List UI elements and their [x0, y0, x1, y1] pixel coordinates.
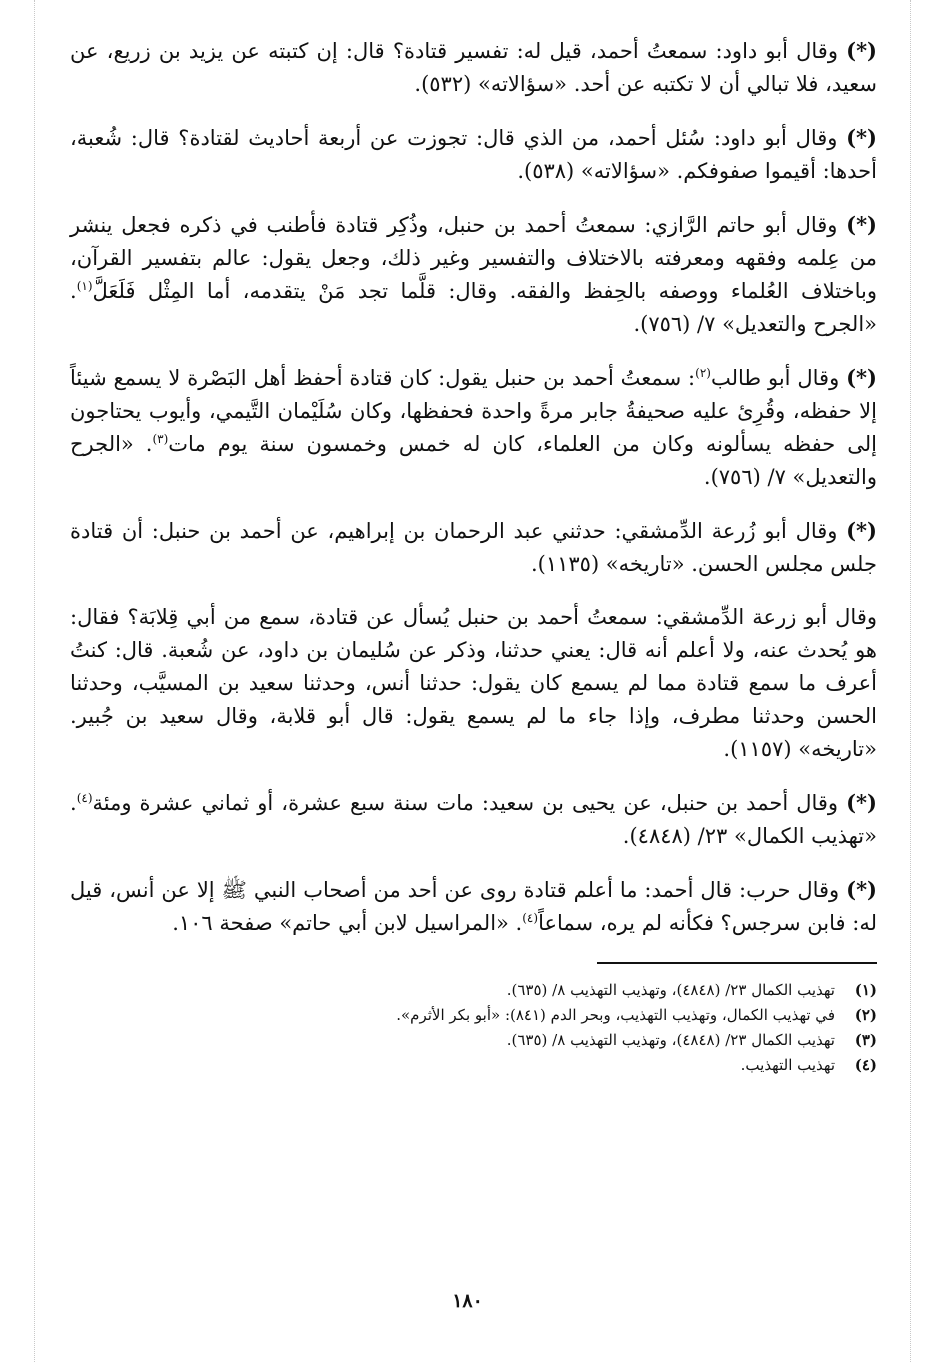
footnote-ref: (٣) [152, 432, 169, 446]
footnote-ref: (٤) [76, 791, 93, 805]
footnote-divider [597, 962, 877, 964]
paragraph-text: وقال أبو طالب [710, 366, 840, 390]
paragraph-marker: (*) [846, 877, 877, 902]
paragraph-text-tail: . «الجرح والتعديل» ٧/ (٧٥٦). [70, 279, 877, 336]
footnote-text: في تهذيب الكمال، وتهذيب التهذيب، وبحر الدم (٨٤١): «أبو بكر الأثرم». [396, 1006, 835, 1024]
page-edge-left [34, 0, 35, 1362]
footnote-text: تهذيب الكمال ٢٣/ (٤٨٤٨)، وتهذيب التهذيب ٨/ (٦٣٥). [506, 1031, 835, 1049]
footnote [70, 1003, 877, 1028]
page-number: ١٨٠ [452, 1290, 483, 1312]
footnote-text: تهذيب التهذيب. [740, 1056, 835, 1074]
paragraph [70, 208, 877, 341]
paragraph-text: وقال أبو داود: سُئل أحمد، من الذي قال: تجوزت عن أربعة أحاديث لقتادة؟ قال: شُعبة، أحدها: أقيموا صفوفكم. «سؤالاته» (٥٣٨). [70, 126, 877, 183]
footnote-number: (١) [854, 981, 877, 999]
paragraph-marker: (*) [846, 212, 877, 237]
paragraph-text: وقال حرب: قال أحمد: ما أعلم قتادة روى عن أحد من أصحاب النبي ﷺ إلا عن أنس، قيل له: فابن سرجس؟ فكأنه لم يره، سماعاً [70, 878, 877, 935]
paragraph-text: وقال أبو زُرعة الدِّمشقي: حدثني عبد الرحمان بن إبراهيم، عن أحمد بن حنبل: أن قتادة جلس مجلس الحسن. «تاريخه» (١١٣٥). [70, 519, 877, 576]
footnote-number: (٤) [854, 1056, 877, 1074]
paragraph-marker: (*) [846, 790, 877, 815]
footnote-ref: (١) [76, 279, 93, 293]
paragraph-text-tail: : سمعتُ أحمد بن حنبل يقول: كان قتادة أحفظ أهل البَصْرة لا يسمع شيئاً إلا حفظه، وقُرِئ عليه صحيفةُ جابر مرةً واحدة فحفظها، وكان سُلَيْمان التَّيمي، وأيوب يحتاجون إلى حفظه يسألونه وكان من العلماء، كان له خمس وخمسون سنة يوم مات [70, 366, 877, 456]
footnotes [70, 978, 877, 1078]
paragraph [70, 121, 877, 188]
paragraph [70, 34, 877, 101]
main-text [70, 34, 877, 940]
paragraph [70, 361, 877, 494]
footnote-ref: (٢) [695, 366, 711, 380]
footnote [70, 1053, 877, 1078]
paragraph [70, 514, 877, 581]
footnote-number: (٢) [854, 1006, 877, 1024]
paragraph-text-tail: . «المراسيل لابن أبي حاتم» صفحة ١٠٦. [172, 911, 523, 935]
footnote [70, 978, 877, 1003]
footnote [70, 1028, 877, 1053]
paragraph-marker: (*) [846, 518, 877, 543]
paragraph [70, 786, 877, 853]
paragraph-text: وقال أبو داود: سمعتُ أحمد، قيل له: تفسير قتادة؟ قال: إن كتبته عن يزيد بن زريع، عن سعيد، فلا تبالي أن لا تكتبه عن أحد. «سؤالاته» (٥٣٢). [70, 39, 877, 96]
footnote-text: تهذيب الكمال ٢٣/ (٤٨٤٨)، وتهذيب التهذيب ٨/ (٦٣٥). [506, 981, 835, 999]
paragraph-marker: (*) [846, 38, 877, 63]
paragraph-marker: (*) [846, 365, 877, 390]
footnote-ref: (٤) [522, 911, 539, 925]
paragraph-text: وقال أبو زرعة الدِّمشقي: سمعتُ أحمد بن حنبل يُسأل عن قتادة، سمع من أبي قِلابَة؟ فقال: هو يُحدث عنه، ولا أعلم أنه قال: يعني حدثنا، وذكر عن سُليمان بن داود، عن شُعبة. قال: كنتُ أعرف ما سمع قتادة مما لم يسمع كان يقول: حدثنا أنس، وحدثنا سعيد بن المسيَّب، وحدثنا الحسن وحدثنا مطرف، وإذا جاء ما لم يسمع يقول: قال أبو قلابة، وقال سعيد بن جُبير. «تاريخه» (١١٥٧). [70, 605, 877, 761]
page-edge-right [910, 0, 911, 1362]
paragraph-text-tail: . «الجرح والتعديل» ٧/ (٧٥٦). [70, 432, 877, 489]
paragraph [70, 601, 877, 766]
paragraph-text-tail: . «تهذيب الكمال» ٢٣/ (٤٨٤٨). [70, 791, 877, 848]
paragraph-text: وقال أبو حاتم الرَّازي: سمعتُ أحمد بن حنبل، وذُكِر قتادة فأطنب في ذكره فجعل ينشر من عِلمه وفقهه ومعرفته بالاختلاف والتفسير وغير ذلك، وجعل يقول: عالم بتفسير القرآن، وباختلاف العُلماء ووصفه بالحِفظ والفقه. وقال: قلَّما تجد مَنْ يتقدمه، أما المِثْل فَلَعَلَّ [70, 213, 877, 303]
paragraph [70, 873, 877, 940]
paragraph-marker: (*) [846, 125, 877, 150]
paragraph-text: وقال أحمد بن حنبل، عن يحيى بن سعيد: مات سنة سبع عشرة، أو ثماني عشرة ومئة [92, 791, 839, 815]
footnote-number: (٣) [854, 1031, 877, 1049]
